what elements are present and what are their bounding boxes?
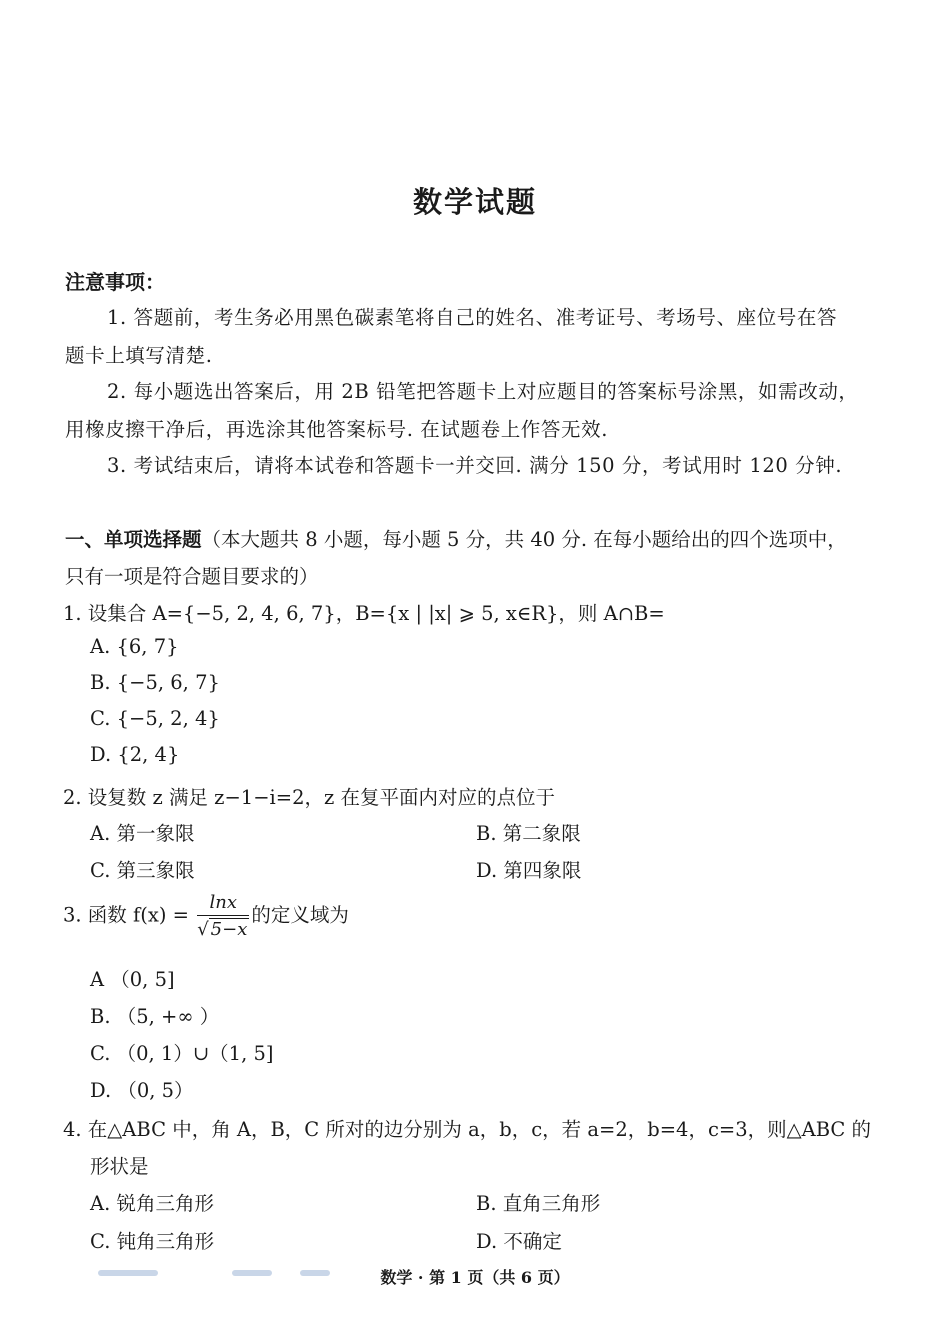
question-1-option-a: A. {6, 7} <box>90 635 179 658</box>
question-1-option-c: C. {−5, 2, 4} <box>90 707 220 730</box>
question-4-option-d: D. 不确定 <box>476 1230 562 1253</box>
question-3-stem-suffix: 的定义域为 <box>251 903 349 927</box>
notice-heading: 注意事项： <box>65 270 165 294</box>
section-1-heading: 一、单项选择题 <box>65 528 202 551</box>
question-3-option-d: D. （0, 5） <box>90 1079 194 1102</box>
notice-item-1-line-2: 题卡上填写清楚. <box>65 344 213 367</box>
question-3-option-c: C. （0, 1）∪（1, 5] <box>90 1042 274 1065</box>
question-4-stem-line-2: 形状是 <box>90 1155 149 1178</box>
question-1-option-d: D. {2, 4} <box>90 743 180 766</box>
page-title: 数学试题 <box>412 185 537 219</box>
question-3-option-b: B. （5, +∞ ） <box>90 1005 220 1028</box>
question-4-option-c: C. 钝角三角形 <box>90 1230 215 1253</box>
question-3-denominator-wrap <box>197 916 249 940</box>
section-1-heading-line <box>65 524 847 552</box>
question-3-stem <box>63 892 349 940</box>
question-4-option-a: A. 锐角三角形 <box>90 1192 214 1215</box>
question-3-stem-prefix: 3. 函数 f(x) = <box>63 903 189 927</box>
notice-item-3: 3. 考试结束后，请将本试卷和答题卡一并交回. 满分 150 分，考试用时 120 分钟. <box>107 454 843 477</box>
question-1-option-b: B. {−5, 6, 7} <box>90 671 220 694</box>
question-2-option-c: C. 第三象限 <box>90 859 195 882</box>
question-3-denominator: 5−x <box>210 919 248 940</box>
page-footer: 数学 · 第 1 页（共 6 页） <box>380 1268 570 1287</box>
question-4-stem-line-1: 4. 在△ABC 中，角 A，B，C 所对的边分别为 a，b，c，若 a=2，b=4，c=3，则△ABC 的 <box>63 1118 872 1141</box>
notice-item-2-line-2: 用橡皮擦干净后，再选涂其他答案标号. 在试题卷上作答无效. <box>65 418 608 441</box>
question-3-fraction <box>197 892 249 940</box>
question-2-option-a: A. 第一象限 <box>90 822 195 845</box>
question-2-stem: 2. 设复数 z 满足 z−1−i=2，z 在复平面内对应的点位于 <box>63 786 555 809</box>
section-1-desc-line-2: 只有一项是符合题目要求的） <box>65 565 319 588</box>
question-2-option-d: D. 第四象限 <box>476 859 582 882</box>
section-1-desc-line-1: （本大题共 8 小题，每小题 5 分，共 40 分. 在每小题给出的四个选项中， <box>201 528 847 551</box>
notice-item-1-line-1: 1. 答题前，考生务必用黑色碳素笔将自己的姓名、准考证号、考场号、座位号在答 <box>107 306 838 329</box>
question-3-numerator: lnx <box>197 892 249 916</box>
question-3-root-sign: √ <box>197 919 209 940</box>
question-3-option-a: A （0, 5] <box>90 968 175 991</box>
notice-item-2-line-1: 2. 每小题选出答案后，用 2B 铅笔把答题卡上对应题目的答案标号涂黑，如需改动， <box>107 380 859 403</box>
question-2-option-b: B. 第二象限 <box>476 822 581 845</box>
question-4-option-b: B. 直角三角形 <box>476 1192 601 1215</box>
question-1-stem: 1. 设集合 A={−5, 2, 4, 6, 7}，B={x | |x| ⩾ 5, x∈R}，则 A∩B= <box>63 602 665 625</box>
